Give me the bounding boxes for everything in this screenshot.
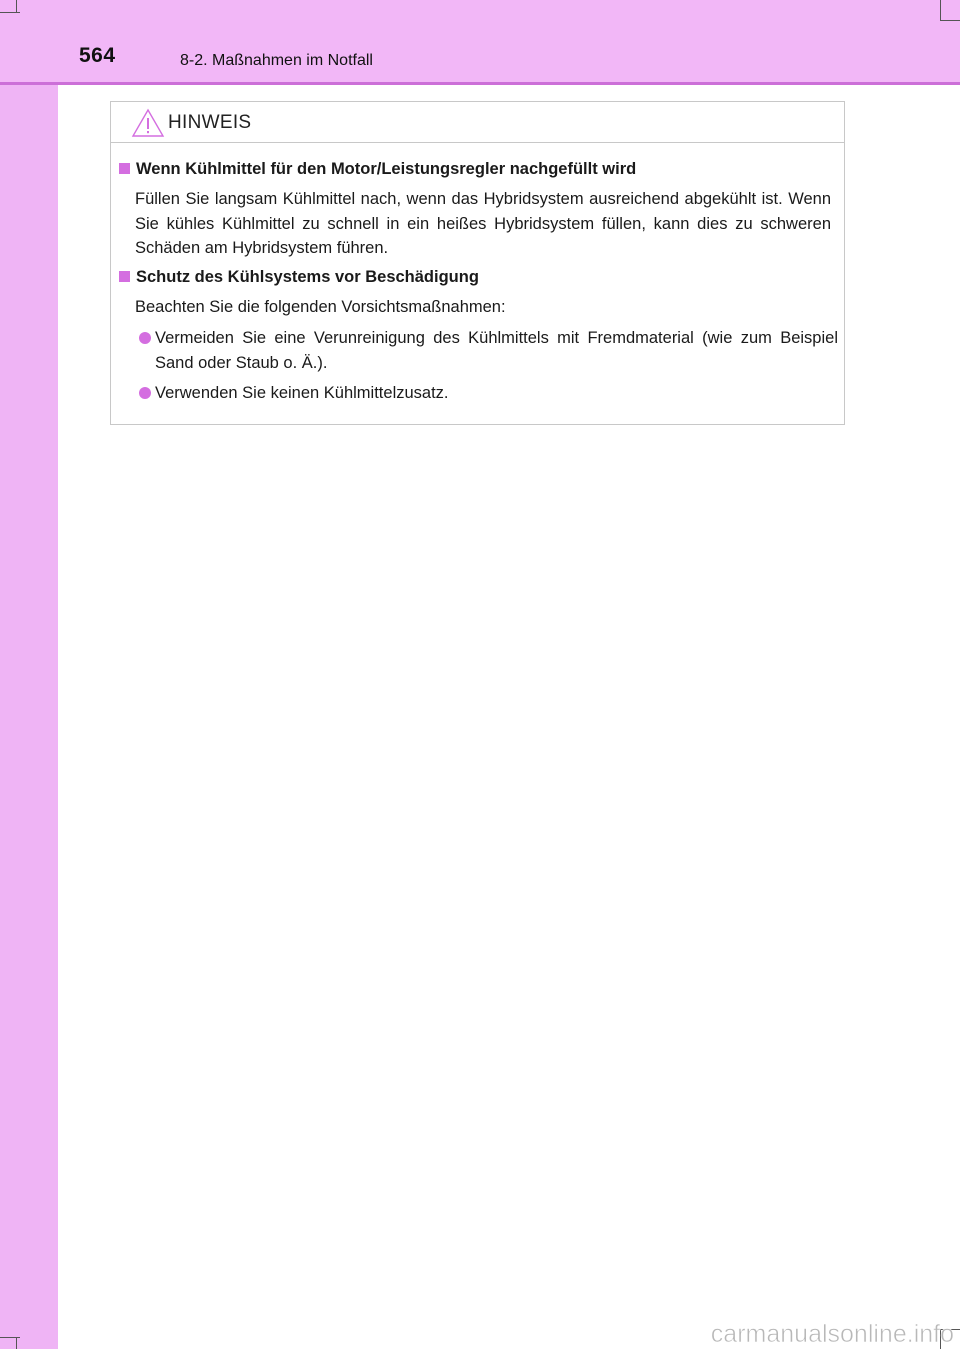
notice-box	[110, 101, 845, 425]
section-heading	[119, 268, 479, 287]
page-number: 564	[79, 44, 116, 67]
section-heading	[119, 160, 636, 179]
side-color-band	[0, 0, 58, 1349]
watermark-logo	[572, 1318, 956, 1348]
round-bullet-icon	[139, 387, 151, 399]
list-item-text: Verwenden Sie keinen Kühlmittelzusatz.	[155, 384, 449, 402]
list-item	[140, 326, 838, 375]
notice-title: HINWEIS	[168, 112, 252, 133]
square-bullet-icon	[119, 163, 130, 174]
crop-mark	[16, 1337, 17, 1349]
notice-header	[111, 102, 844, 143]
section-title: 8-2. Maßnahmen im Notfall	[180, 52, 373, 69]
section-paragraph: Füllen Sie langsam Kühlmittel nach, wenn das Hybridsystem ausreichend abgekühlt ist. Wenn Sie kühles Kühlmittel zu schnell in ein heißes Hybridsystem füllen, kann dies zu schweren Schäden am Hybridsystem führen.	[135, 190, 831, 257]
section-heading-text: Wenn Kühlmittel für den Motor/Leistungsregler nachgefüllt wird	[136, 160, 637, 178]
header-band	[0, 0, 960, 82]
svg-text:carmanualsonline.info: carmanualsonline.info	[710, 1320, 954, 1348]
list-item-text: Vermeiden Sie eine Verunreinigung des Kühlmittels mit Fremdmaterial (wie zum Beispiel Sand oder Staub o. Ä.).	[155, 329, 838, 372]
header-rule	[0, 82, 960, 85]
section-heading-text: Schutz des Kühlsystems vor Beschädigung	[136, 268, 479, 286]
warning-triangle-icon	[131, 108, 165, 138]
round-bullet-icon	[139, 332, 151, 344]
crop-mark	[0, 12, 20, 13]
section-paragraph: Beachten Sie die folgenden Vorsichtsmaßnahmen:	[135, 298, 506, 316]
list-item	[140, 381, 838, 406]
crop-mark	[940, 0, 941, 20]
crop-mark	[16, 0, 17, 12]
square-bullet-icon	[119, 271, 130, 282]
crop-mark	[0, 1337, 20, 1338]
crop-mark	[940, 20, 960, 21]
